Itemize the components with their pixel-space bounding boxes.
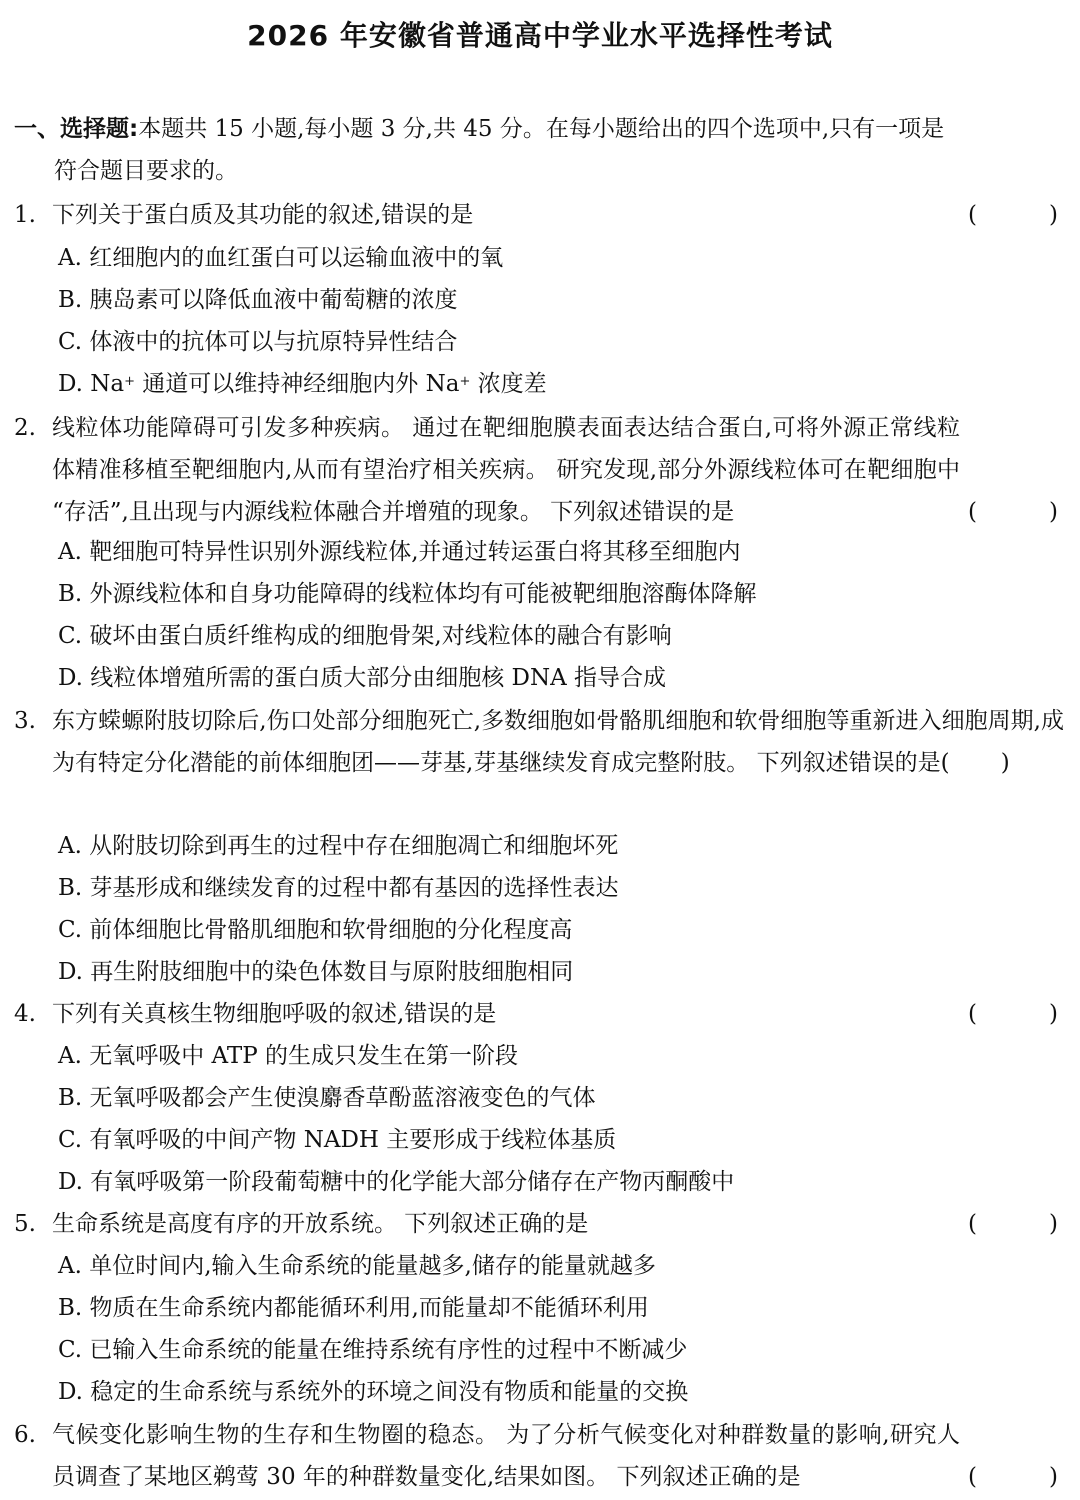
option-b: B. 物质在生命系统内都能循环利用,而能量却不能循环利用 bbox=[58, 1295, 649, 1321]
exam-title: 2026 年安徽省普通高中学业水平选择性考试 bbox=[247, 19, 833, 52]
option-c: C. 体液中的抗体可以与抗原特异性结合 bbox=[58, 329, 458, 355]
question-number: 2. bbox=[14, 415, 36, 441]
option-c: C. 已输入生命系统的能量在维持系统有序性的过程中不断减少 bbox=[58, 1337, 688, 1363]
question-number: 6. bbox=[14, 1422, 36, 1448]
option-a: A. 单位时间内,输入生命系统的能量越多,储存的能量就越多 bbox=[58, 1253, 656, 1279]
question-stem: 生命系统是高度有序的开放系统。 下列叙述正确的是 bbox=[52, 1211, 589, 1237]
option-a: A. 靶细胞可特异性识别外源线粒体,并通过转运蛋白将其移至细胞内 bbox=[58, 539, 741, 565]
option-c: C. 有氧呼吸的中间产物 NADH 主要形成于线粒体基质 bbox=[58, 1127, 617, 1153]
option-c: C. 前体细胞比骨骼肌细胞和软骨细胞的分化程度高 bbox=[58, 917, 573, 943]
option-b: B. 胰岛素可以降低血液中葡萄糖的浓度 bbox=[58, 287, 458, 313]
option-d: D. 有氧呼吸第一阶段葡萄糖中的化学能大部分储存在产物丙酮酸中 bbox=[58, 1169, 735, 1195]
question-stem: 下列有关真核生物细胞呼吸的叙述,错误的是 bbox=[52, 1001, 497, 1027]
section-heading: 一、选择题: bbox=[14, 116, 139, 142]
answer-blank: ( ) bbox=[968, 1211, 1058, 1237]
answer-blank: ( ) bbox=[968, 202, 1058, 228]
option-a: A. 无氧呼吸中 ATP 的生成只发生在第一阶段 bbox=[58, 1043, 519, 1069]
option-a: A. 从附肢切除到再生的过程中存在细胞凋亡和细胞坏死 bbox=[58, 833, 619, 859]
option-b: B. 无氧呼吸都会产生使溴麝香草酚蓝溶液变色的气体 bbox=[58, 1085, 596, 1111]
section-intro: 本题共 15 小题,每小题 3 分,共 45 分。在每小题给出的四个选项中,只有一项是 bbox=[138, 116, 945, 142]
option-d: D. 线粒体增殖所需的蛋白质大部分由细胞核 DNA 指导合成 bbox=[58, 665, 667, 691]
option-d: D. 稳定的生命系统与系统外的环境之间没有物质和能量的交换 bbox=[58, 1379, 689, 1405]
question-number: 4. bbox=[14, 1001, 36, 1027]
question-number: 3. bbox=[14, 708, 36, 734]
question-number: 5. bbox=[14, 1211, 36, 1237]
answer-blank: ( ) bbox=[968, 499, 1058, 525]
section-intro-cont: 符合题目要求的。 bbox=[54, 158, 238, 184]
question-stem: 气候变化影响生物的生存和生物圈的稳态。 为了分析气候变化对种群数量的影响,研究人员调查了某地区鹈莺 30 年的种群数量变化,结果如图。 下列叙述正确的是 bbox=[52, 1422, 960, 1490]
answer-blank: ( ) bbox=[968, 1001, 1058, 1027]
option-a: A. 红细胞内的血红蛋白可以运输血液中的氧 bbox=[58, 245, 504, 271]
question-stem: 线粒体功能障碍可引发多种疾病。 通过在靶细胞膜表面表达结合蛋白,可将外源正常线粒体精准移植至靶细胞内,从而有望治疗相关疾病。 研究发现,部分外源线粒体可在靶细胞中 “存活”,且出现与内源线粒体融合并增殖的现象。 下列叙述错误的是 bbox=[52, 415, 960, 525]
question-stem: 下列关于蛋白质及其功能的叙述,错误的是 bbox=[52, 202, 474, 228]
answer-blank: ( ) bbox=[968, 1464, 1058, 1490]
option-c: C. 破坏由蛋白质纤维构成的细胞骨架,对线粒体的融合有影响 bbox=[58, 623, 672, 649]
option-d: D. 再生附肢细胞中的染色体数目与原附肢细胞相同 bbox=[58, 959, 574, 985]
option-b: B. 外源线粒体和自身功能障碍的线粒体均有可能被靶细胞溶酶体降解 bbox=[58, 581, 757, 607]
option-b: B. 芽基形成和继续发育的过程中都有基因的选择性表达 bbox=[58, 875, 619, 901]
question-number: 1. bbox=[14, 202, 36, 228]
section-heading-line bbox=[14, 113, 944, 145]
question-stem: 东方蝾螈附肢切除后,伤口处部分细胞死亡,多数细胞如骨骼肌细胞和软骨细胞等重新进入细胞周期,成为有特定分化潜能的前体细胞团——芽基,芽基继续发育成完整附肢。 下列叙述错误的是( ) bbox=[52, 708, 1064, 776]
option-d: D. Na+ 通道可以维持神经细胞内外 Na+ 浓度差 bbox=[58, 371, 547, 397]
